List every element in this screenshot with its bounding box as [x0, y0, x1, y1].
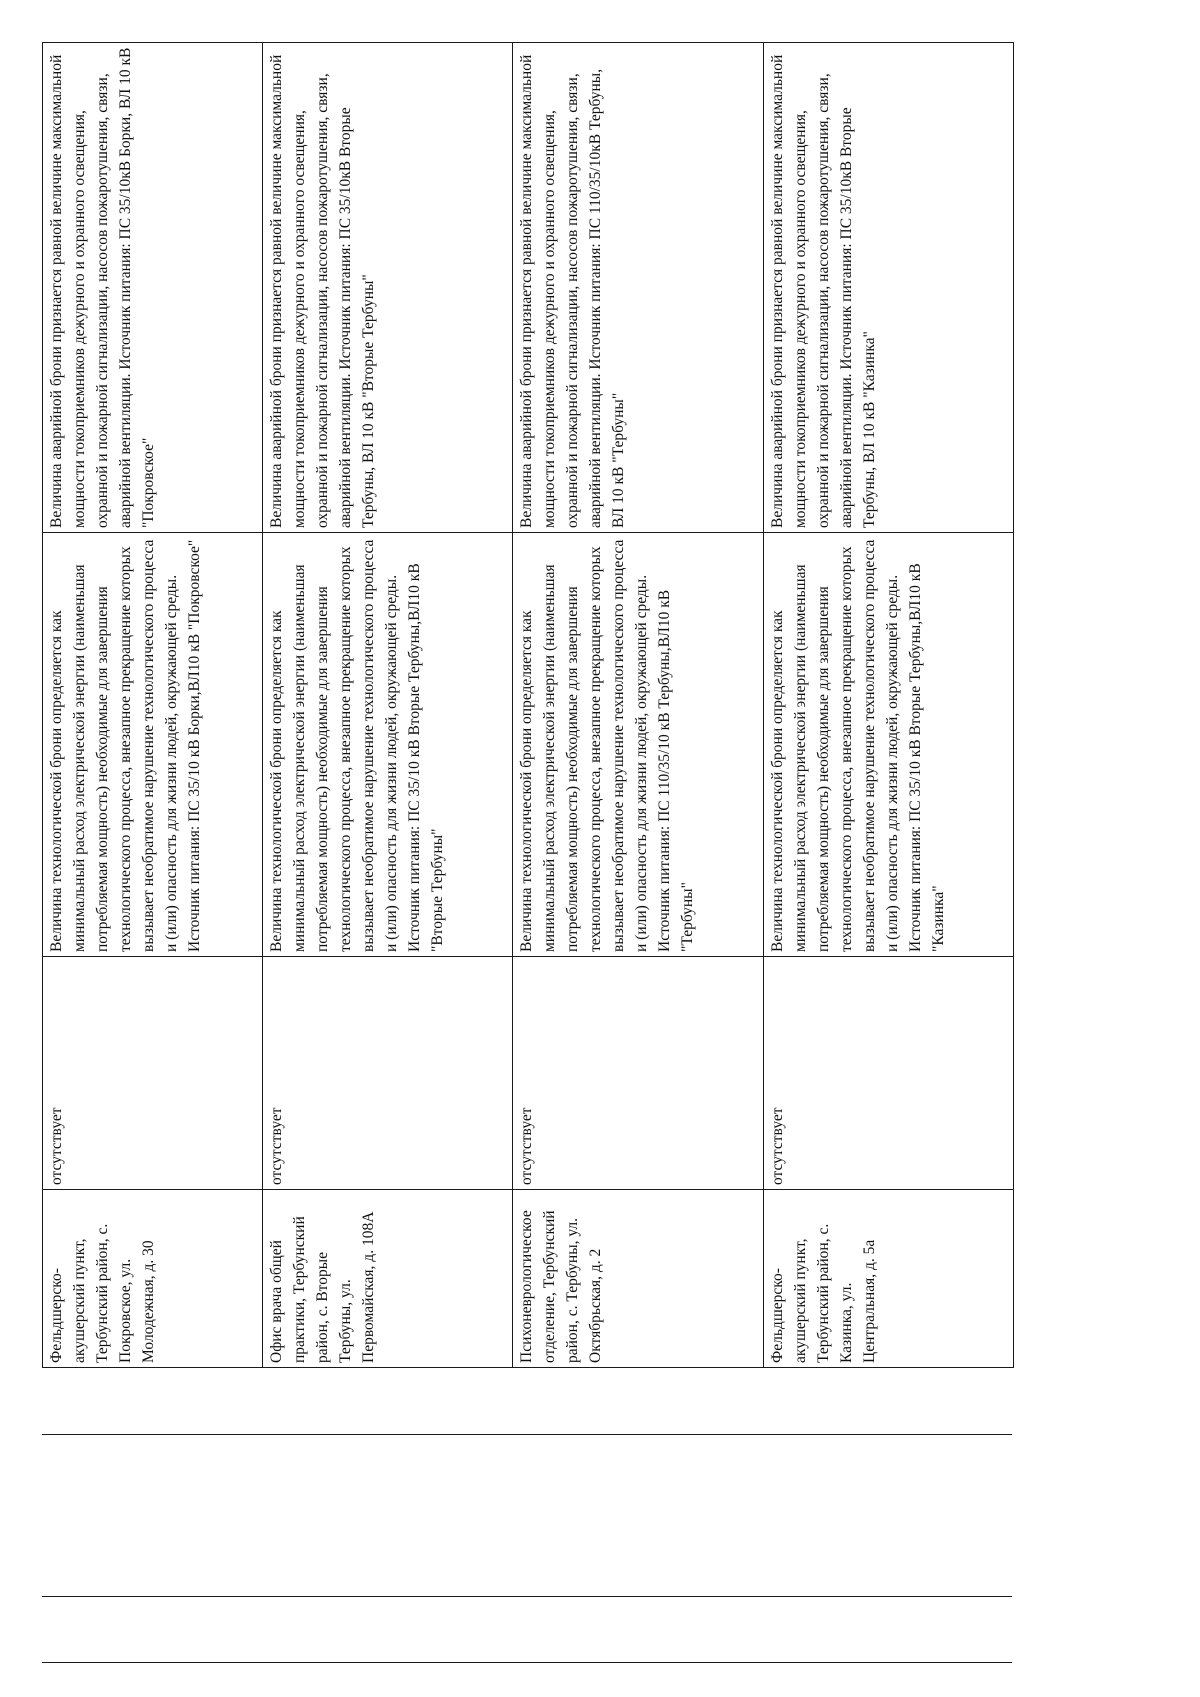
facility-cell: Психоневрологическое отделение, Тербунский район, с. Тербуны, ул. Октябрьская, д. 2 [513, 1190, 763, 1368]
table-row [262, 43, 512, 1368]
table-row [513, 43, 763, 1368]
table-row [43, 43, 263, 1368]
facility-cell: Фельдшерско-акушерский пункт, Тербунский район, с. Покровское, ул. Молодежная, д. 30 [43, 1190, 263, 1368]
emergency-reserve-cell: Величина аварийной брони признается равной величине максимальной мощности токоприемников дежурного и охранного освещения, охранной и пожарной сигнализации, насосов пожаротушения, связи, аварийной вентиляции. Источник питания: ПС 35/10кВ Борки, ВЛ 10 кВ "Покровское" [43, 43, 263, 533]
status-cell: отсутствует [763, 957, 1013, 1190]
facility-cell: Офис врача общей практики, Тербунский район, с. Вторые Тербуны, ул. Первомайская, д. 108А [262, 1190, 512, 1368]
rotated-table-wrapper [42, 43, 1014, 1368]
emergency-reserve-cell: Величина аварийной брони признается равной величине максимальной мощности токоприемников дежурного и охранного освещения, охранной и пожарной сигнализации, насосов пожаротушения, связи, аварийной вентиляции. Источник питания: ПС 110/35/10кВ Тербуны, ВЛ 10 кВ "Тербуны" [513, 43, 763, 533]
technological-reserve-cell: Величина технологической брони определяется как минимальный расход электрической энергии (наименьшая потребляемая мощность) необходимые для завершения технологического процесса, внезапное прекращение которых вызывает необратимое нарушение технологического процесса и (или) опасность для жизни людей, окружающей среды. Источник питания: ПС 110/35/10 кВ Тербуны,ВЛ10 кВ "Тербуны" [513, 533, 763, 957]
technological-reserve-cell: Величина технологической брони определяется как минимальный расход электрической энергии (наименьшая потребляемая мощность) необходимые для завершения технологического процесса, внезапное прекращение которых вызывает необратимое нарушение технологического процесса и (или) опасность для жизни людей, окружающей среды. Источник питания: ПС 35/10 кВ Борки,ВЛ10 кВ "Покровское" [43, 533, 263, 957]
horizontal-rule [42, 1662, 1012, 1663]
technological-reserve-cell: Величина технологической брони определяется как минимальный расход электрической энергии (наименьшая потребляемая мощность) необходимые для завершения технологического процесса, внезапное прекращение которых вызывает необратимое нарушение технологического процесса и (или) опасность для жизни людей, окружающей среды. Источник питания: ПС 35/10 кВ Вторые Тербуны,ВЛ10 кВ "Вторые Тербуны" [262, 533, 512, 957]
emergency-reserve-cell: Величина аварийной брони признается равной величине максимальной мощности токоприемников дежурного и охранного освещения, охранной и пожарной сигнализации, насосов пожаротушения, связи, аварийной вентиляции. Источник питания: ПС 35/10кВ Вторые Тербуны, ВЛ 10 кВ "Вторые Тербуны" [262, 43, 512, 533]
technological-reserve-cell: Величина технологической брони определяется как минимальный расход электрической энергии (наименьшая потребляемая мощность) необходимые для завершения технологического процесса, внезапное прекращение которых вызывает необратимое нарушение технологического процесса и (или) опасность для жизни людей, окружающей среды. Источник питания: ПС 35/10 кВ Вторые Тербуны,ВЛ10 кВ "Казинка" [763, 533, 1013, 957]
table-row [763, 43, 1013, 1368]
status-cell: отсутствует [513, 957, 763, 1190]
horizontal-rule [42, 1434, 1012, 1435]
facility-cell: Фельдшерско-акушерский пункт, Тербунский район, с. Казинка, ул. Центральная, д. 5а [763, 1190, 1013, 1368]
status-cell: отсутствует [262, 957, 512, 1190]
emergency-reserve-cell: Величина аварийной брони признается равной величине максимальной мощности токоприемников дежурного и охранного освещения, охранной и пожарной сигнализации, насосов пожаротушения, связи, аварийной вентиляции. Источник питания: ПС 35/10кВ Вторые Тербуны, ВЛ 10 кВ "Казинка" [763, 43, 1013, 533]
power-reserve-table [42, 42, 1014, 1368]
status-cell: отсутствует [43, 957, 263, 1190]
horizontal-rule [42, 1596, 1012, 1597]
